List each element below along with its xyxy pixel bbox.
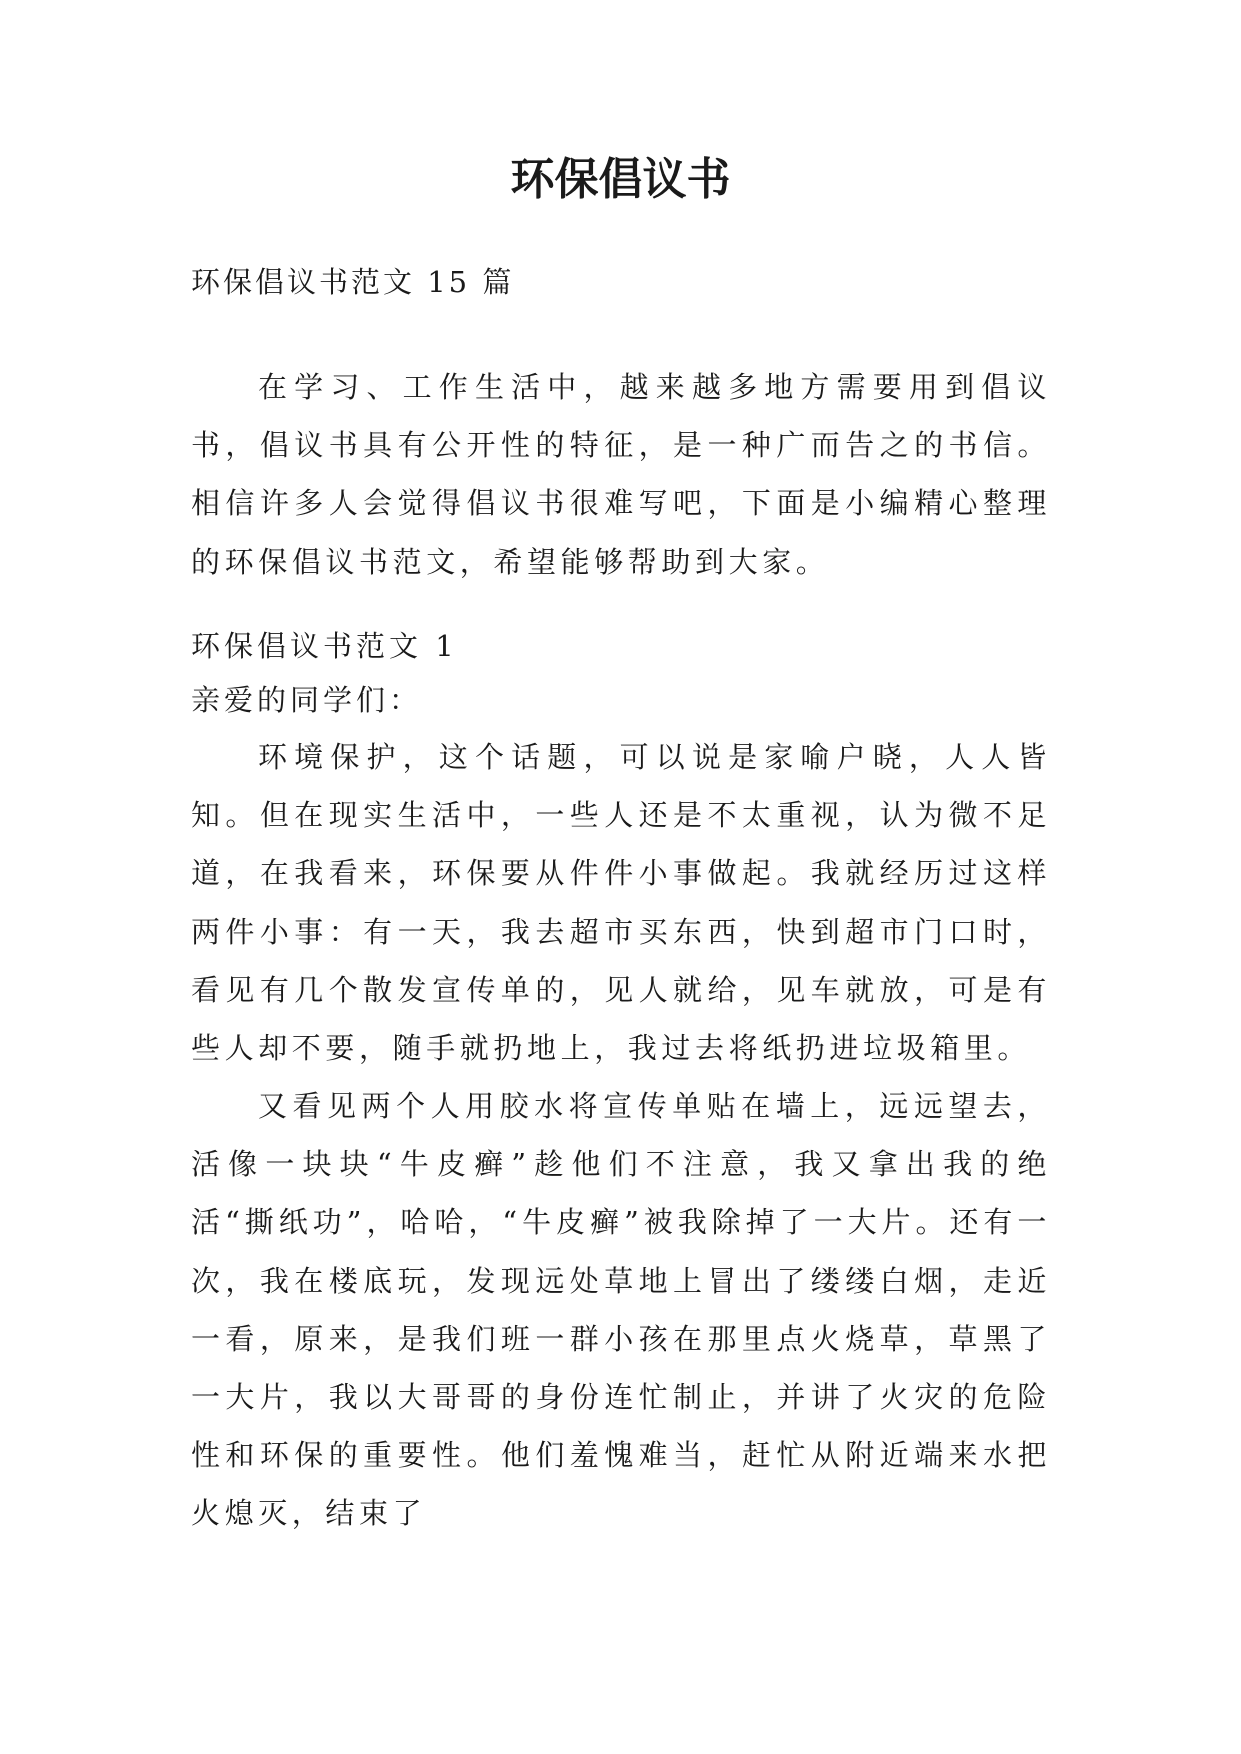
body-paragraph-1: 环境保护，这个话题，可以说是家喻户晓，人人皆知。但在现实生活中，一些人还是不太重视，认为微不足道，在我看来，环保要从件件小事做起。我就经历过这样两件小事：有一天，我去超市买东西，快到超市门口时，看见有几个散发宣传单的，见人就给，见车就放，可是有些人却不要，随手就扔地上，我过去将纸扔进垃圾箱里。 — [191, 740, 1051, 1066]
document-title: 环保倡议书 — [510, 154, 731, 205]
intro-paragraph: 在学习、工作生活中，越来越多地方需要用到倡议书，倡议书具有公开性的特征，是一种广而告之的书信。相信许多人会觉得倡议书很难写吧，下面是小编精心整理的环保倡议书范文，希望能够帮助到大家。 — [191, 370, 1051, 579]
section-heading: 环保倡议书范文 1 — [191, 629, 458, 663]
salutation: 亲爱的同学们： — [191, 683, 423, 717]
document-subtitle: 环保倡议书范文 15 篇 — [191, 265, 515, 299]
body-paragraph-2: 又看见两个人用胶水将宣传单贴在墙上，远远望去，活像一块块“牛皮癣”趁他们不注意，我又拿出我的绝活“撕纸功”，哈哈，“牛皮癣”被我除掉了一大片。还有一次，我在楼底玩，发现远处草地上冒出了缕缕白烟，走近一看，原来，是我们班一群小孩在那里点火烧草，草黑了一大片，我以大哥哥的身份连忙制止，并讲了火灾的危险性和环保的重要性。他们羞愧难当，赶忙从附近端来水把火熄灭，结束了 — [191, 1089, 1051, 1531]
